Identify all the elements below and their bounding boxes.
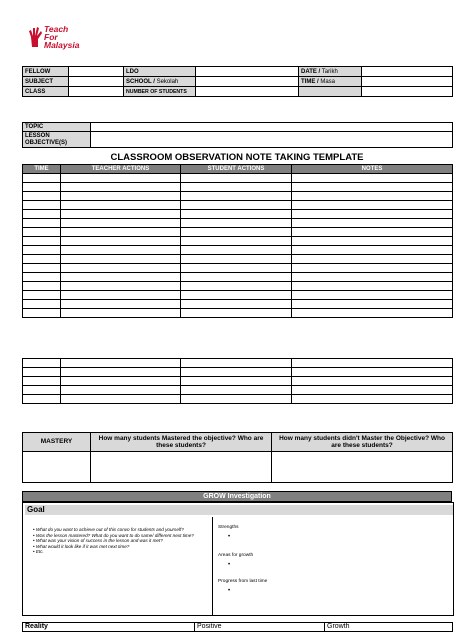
date-field[interactable]: [362, 67, 453, 77]
observation-row: [23, 201, 453, 210]
notes-cell[interactable]: [292, 255, 453, 264]
notes-cell[interactable]: [292, 300, 453, 309]
notes-cell[interactable]: [292, 192, 453, 201]
strengths-label: Strengths: [218, 525, 239, 530]
teacher-actions-cell[interactable]: [61, 386, 181, 395]
page-title: CLASSROOM OBSERVATION NOTE TAKING TEMPLATE: [110, 152, 364, 163]
notes-cell[interactable]: [292, 368, 453, 377]
logo-line-1: Teach: [44, 24, 69, 34]
notes-cell[interactable]: [292, 359, 453, 368]
notes-cell[interactable]: [292, 282, 453, 291]
teacher-actions-cell[interactable]: [61, 368, 181, 377]
observation-row: [23, 386, 453, 395]
teacher-actions-cell[interactable]: [61, 246, 181, 255]
goal-questions[interactable]: [23, 517, 213, 615]
notes-cell[interactable]: [292, 201, 453, 210]
not-mastered-question: How many students didn't Master the Objective? Who are these students?: [272, 433, 453, 452]
observation-row: [23, 192, 453, 201]
notes-cell[interactable]: [292, 246, 453, 255]
student-actions-cell[interactable]: [181, 377, 292, 386]
teacher-actions-cell[interactable]: [61, 309, 181, 318]
observation-row: [23, 300, 453, 309]
goal-question: • What was your vision of success in the lesson and was it met?: [33, 538, 210, 544]
time-cell[interactable]: [23, 255, 61, 264]
teacher-actions-cell[interactable]: [61, 219, 181, 228]
teacher-actions-cell[interactable]: [61, 273, 181, 282]
observation-table-continued: [22, 358, 453, 404]
observation-row: [23, 273, 453, 282]
time-cell[interactable]: [23, 192, 61, 201]
col-student-actions: STUDENT ACTIONS: [181, 165, 292, 174]
time-cell[interactable]: [23, 377, 61, 386]
student-actions-cell[interactable]: [181, 282, 292, 291]
bullet-icon: •: [228, 534, 231, 540]
goal-question: • What do you want to achieve out of this convo for students and yourself?: [33, 527, 210, 533]
observation-row: [23, 359, 453, 368]
observation-row: [23, 395, 453, 404]
col-teacher-actions: TEACHER ACTIONS: [61, 165, 181, 174]
observation-row: [23, 255, 453, 264]
time-cell[interactable]: [23, 309, 61, 318]
notes-cell[interactable]: [292, 264, 453, 273]
ldo-field[interactable]: [196, 67, 299, 77]
notes-cell[interactable]: [292, 386, 453, 395]
student-actions-cell[interactable]: [181, 237, 292, 246]
logo-text: [44, 25, 79, 49]
teacher-actions-cell[interactable]: [61, 377, 181, 386]
student-actions-cell[interactable]: [181, 183, 292, 192]
teacher-actions-cell[interactable]: [61, 359, 181, 368]
not-mastered-field[interactable]: [272, 452, 453, 483]
goal-question: • Etc.: [33, 549, 210, 555]
notes-cell[interactable]: [292, 174, 453, 183]
student-actions-cell[interactable]: [181, 201, 292, 210]
progress-label: Progress from last time: [218, 579, 268, 584]
notes-cell[interactable]: [292, 228, 453, 237]
student-actions-cell[interactable]: [181, 246, 292, 255]
observation-row: [23, 291, 453, 300]
time-label: TIME / Masa: [299, 77, 362, 87]
num-students-field[interactable]: [196, 87, 299, 97]
observation-row: [23, 264, 453, 273]
notes-cell[interactable]: [292, 309, 453, 318]
teacher-actions-cell[interactable]: [61, 201, 181, 210]
fellow-field[interactable]: [69, 67, 124, 77]
student-actions-cell[interactable]: [181, 255, 292, 264]
blank-field: [362, 87, 453, 97]
notes-cell[interactable]: [292, 219, 453, 228]
notes-cell[interactable]: [292, 377, 453, 386]
notes-cell[interactable]: [292, 395, 453, 404]
observation-row: [23, 237, 453, 246]
bullet-icon: •: [228, 588, 231, 594]
notes-cell[interactable]: [292, 273, 453, 282]
time-cell[interactable]: [23, 291, 61, 300]
logo-line-3: Malaysia: [44, 40, 80, 50]
observation-row: [23, 228, 453, 237]
notes-cell[interactable]: [292, 237, 453, 246]
ldo-label: LDO: [124, 67, 196, 77]
observation-row: [23, 377, 453, 386]
goal-question: • Was the lesson mastered? What do you want to do same/ different next time?: [33, 533, 210, 539]
teacher-actions-cell[interactable]: [61, 228, 181, 237]
subject-label: SUBJECT: [23, 77, 69, 87]
teach-for-malaysia-logo: [28, 25, 98, 55]
lesson-objectives-field[interactable]: [91, 132, 453, 148]
observation-row: [23, 368, 453, 377]
notes-cell[interactable]: [292, 183, 453, 192]
time-cell[interactable]: [23, 246, 61, 255]
areas-label: Areas for growth: [218, 553, 254, 558]
mastered-field[interactable]: [91, 452, 272, 483]
time-cell[interactable]: [23, 395, 61, 404]
teacher-actions-cell[interactable]: [61, 174, 181, 183]
time-cell[interactable]: [23, 237, 61, 246]
time-cell[interactable]: [23, 201, 61, 210]
teacher-actions-cell[interactable]: [61, 291, 181, 300]
teacher-actions-cell[interactable]: [61, 255, 181, 264]
col-notes: NOTES: [292, 165, 453, 174]
mastery-table: [22, 432, 453, 483]
class-field[interactable]: [69, 87, 124, 97]
school-label: SCHOOL / Sekolah: [124, 77, 196, 87]
mastery-blank: [23, 452, 91, 483]
goal-question: • What would it look like if it was met next time?: [33, 544, 210, 550]
lesson-info-table: [22, 66, 453, 97]
student-actions-cell[interactable]: [181, 300, 292, 309]
student-actions-cell[interactable]: [181, 228, 292, 237]
time-cell[interactable]: [23, 300, 61, 309]
teacher-actions-cell[interactable]: [61, 395, 181, 404]
lesson-objectives-label: LESSON OBJECTIVE(S): [23, 132, 91, 148]
notes-cell[interactable]: [292, 210, 453, 219]
mastery-label: MASTERY: [23, 433, 91, 452]
student-actions-cell[interactable]: [181, 309, 292, 318]
teacher-actions-cell[interactable]: [61, 192, 181, 201]
hand-logo-icon: [28, 27, 44, 49]
growth-label: Growth: [325, 623, 453, 632]
observation-row: [23, 309, 453, 318]
time-cell[interactable]: [23, 368, 61, 377]
teacher-actions-cell[interactable]: [61, 300, 181, 309]
time-cell[interactable]: [23, 359, 61, 368]
logo-line-2: For: [44, 32, 58, 42]
topic-table: [22, 122, 453, 148]
observation-row: [23, 282, 453, 291]
blank-cell: [299, 87, 362, 97]
fellow-label: FELLOW: [23, 67, 69, 77]
time-cell[interactable]: [23, 386, 61, 395]
date-label: DATE / Tarikh: [299, 67, 362, 77]
student-actions-cell[interactable]: [181, 395, 292, 404]
topic-field[interactable]: [91, 123, 453, 132]
time-cell[interactable]: [23, 183, 61, 192]
goal-title: Goal: [25, 505, 453, 515]
time-cell[interactable]: [23, 273, 61, 282]
reality-table: [22, 622, 453, 632]
topic-label: TOPIC: [23, 123, 91, 132]
student-actions-cell[interactable]: [181, 192, 292, 201]
teacher-actions-cell[interactable]: [61, 183, 181, 192]
time-cell[interactable]: [23, 228, 61, 237]
student-actions-cell[interactable]: [181, 368, 292, 377]
goal-notes[interactable]: [214, 517, 453, 615]
grow-header: GROW Investigation: [22, 491, 452, 502]
student-actions-cell[interactable]: [181, 219, 292, 228]
grow-goal-section: [22, 502, 454, 616]
student-actions-cell[interactable]: [181, 174, 292, 183]
student-actions-cell[interactable]: [181, 386, 292, 395]
reality-label: Reality: [23, 623, 195, 632]
time-cell[interactable]: [23, 174, 61, 183]
time-cell[interactable]: [23, 219, 61, 228]
time-cell[interactable]: [23, 264, 61, 273]
positive-label: Positive: [195, 623, 325, 632]
student-actions-cell[interactable]: [181, 210, 292, 219]
teacher-actions-cell[interactable]: [61, 210, 181, 219]
student-actions-cell[interactable]: [181, 264, 292, 273]
observation-row: [23, 210, 453, 219]
observation-row: [23, 174, 453, 183]
school-field[interactable]: [196, 77, 299, 87]
class-label: CLASS: [23, 87, 69, 97]
num-students-label: NUMBER OF STUDENTS: [124, 87, 196, 97]
subject-field[interactable]: [69, 77, 124, 87]
time-cell[interactable]: [23, 210, 61, 219]
student-actions-cell[interactable]: [181, 359, 292, 368]
observation-table: [22, 164, 453, 318]
teacher-actions-cell[interactable]: [61, 237, 181, 246]
teacher-actions-cell[interactable]: [61, 282, 181, 291]
observation-row: [23, 246, 453, 255]
mastered-question: How many students Mastered the objective? Who are these students?: [91, 433, 272, 452]
observation-row: [23, 219, 453, 228]
observation-row: [23, 183, 453, 192]
col-time: TIME: [23, 165, 61, 174]
time-cell[interactable]: [23, 282, 61, 291]
time-field[interactable]: [362, 77, 453, 87]
student-actions-cell[interactable]: [181, 273, 292, 282]
bullet-icon: •: [228, 562, 231, 568]
notes-cell[interactable]: [292, 291, 453, 300]
teacher-actions-cell[interactable]: [61, 264, 181, 273]
student-actions-cell[interactable]: [181, 291, 292, 300]
